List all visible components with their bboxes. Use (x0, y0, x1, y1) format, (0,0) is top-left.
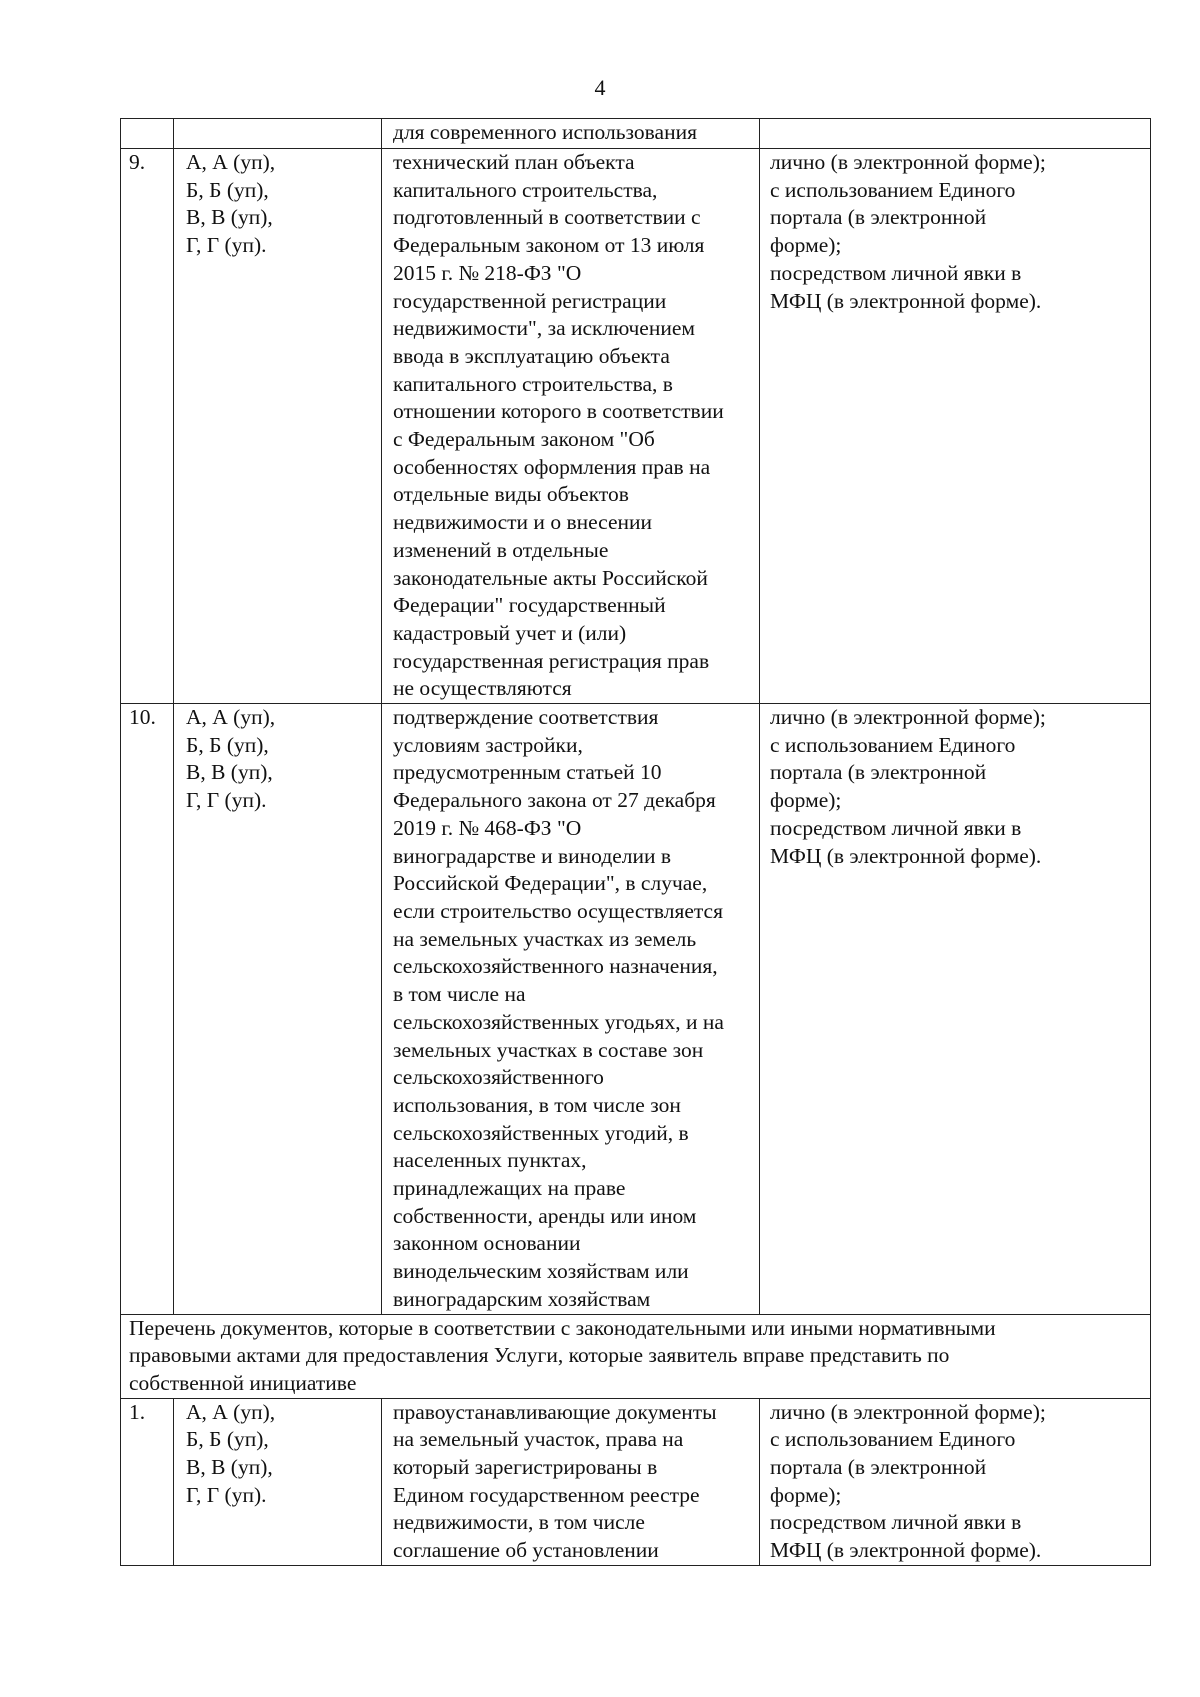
description-cell-line: на земельных участках из земель (393, 926, 697, 951)
table-body (121, 119, 1151, 1566)
description-cell-line: недвижимости", за исключением (393, 316, 695, 341)
description-cell-line: подготовленный в соответствии с (393, 205, 701, 230)
method-cell-line: портала (в электронной (770, 760, 987, 785)
method-cell-line: портала (в электронной (770, 205, 987, 230)
method-cell-line: лично (в электронной форме); (770, 150, 1046, 174)
description-cell-line: на земельный участок, права на (393, 1427, 684, 1452)
description-cell (382, 1398, 760, 1565)
categories-cell (174, 119, 382, 149)
method-cell-line: с использованием Единого (770, 732, 1016, 757)
table-row (121, 149, 1151, 704)
description-cell-line: государственная регистрация прав (393, 648, 710, 673)
categories-cell-line: В, В (уп), (186, 1455, 273, 1480)
section-header-cell-line: правовыми актами для предоставления Услуги, которые заявитель вправе представить по (129, 1343, 950, 1368)
description-cell-line: подтверждение соответствия (393, 705, 659, 730)
method-cell-line: лично (в электронной форме); (770, 705, 1046, 730)
description-cell-line: сельскохозяйственного назначения, (393, 954, 718, 979)
method-cell-line: МФЦ (в электронной форме). (770, 1538, 1042, 1563)
description-cell-line: винодельческим хозяйствам или (393, 1259, 689, 1284)
description-cell-line: собственности, аренды или ином (393, 1203, 697, 1228)
description-cell-line: который зарегистрированы в (393, 1455, 658, 1480)
method-cell (760, 119, 1151, 149)
method-cell-line: МФЦ (в электронной форме). (770, 288, 1042, 313)
method-cell-line: портала (в электронной (770, 1455, 987, 1480)
method-cell-line: форме); (770, 788, 842, 813)
method-cell-line: посредством личной явки в (770, 1510, 1022, 1535)
description-cell-line: сельскохозяйственного (393, 1065, 604, 1090)
number-cell: 10. (121, 704, 174, 1314)
description-cell-line: Федеральным законом от 13 июля (393, 233, 705, 258)
categories-cell (174, 149, 382, 704)
description-cell-line: капитального строительства, (393, 177, 658, 202)
description-cell-line: если строительство осуществляется (393, 898, 723, 923)
categories-cell-line: Г, Г (уп). (186, 788, 267, 813)
description-cell-line: недвижимости и о внесении (393, 510, 653, 535)
section-header-row (121, 1314, 1151, 1398)
description-cell-line: принадлежащих на праве (393, 1176, 626, 1201)
categories-cell-line: А, А (уп), (186, 705, 276, 730)
description-cell-line: в том числе на (393, 982, 526, 1007)
table-row (121, 704, 1151, 1314)
description-cell-line: Федерации" государственный (393, 593, 666, 618)
categories-cell-line: Б, Б (уп), (186, 732, 269, 757)
description-cell-line: правоустанавливающие документы (393, 1399, 717, 1424)
categories-cell-line: Б, Б (уп), (186, 177, 269, 202)
description-cell-line: соглашение об установлении (393, 1538, 659, 1563)
description-cell-line: предусмотренным статьей 10 (393, 760, 662, 785)
categories-cell (174, 704, 382, 1314)
categories-cell (174, 1398, 382, 1565)
description-cell-line: виноградарским хозяйствам (393, 1286, 651, 1311)
description-cell-line: населенных пунктах, (393, 1148, 587, 1173)
categories-cell-line: А, А (уп), (186, 1399, 276, 1424)
description-cell-line: законном основании (393, 1231, 581, 1256)
method-cell-line: форме); (770, 1482, 842, 1507)
section-header-cell-line: собственной инициативе (129, 1370, 357, 1395)
method-cell-line: с использованием Единого (770, 177, 1016, 202)
documents-table (120, 118, 1151, 1566)
section-header-cell-line: Перечень документов, которые в соответствии с законодательными или иными нормативными (129, 1315, 996, 1340)
description-cell-line: сельскохозяйственных угодьях, и на (393, 1009, 724, 1034)
table-row-continuation (121, 119, 1151, 149)
description-cell-line: ввода в эксплуатацию объекта (393, 343, 670, 368)
description-cell-line: 2019 г. № 468-ФЗ "О (393, 815, 582, 840)
description-cell-line: не осуществляются (393, 676, 572, 701)
table-row (121, 1398, 1151, 1565)
description-cell-line: законодательные акты Российской (393, 565, 708, 590)
description-cell-line: Едином государственном реестре (393, 1482, 700, 1507)
description-cell-line: государственной регистрации (393, 288, 667, 313)
description-cell-line: Федерального закона от 27 декабря (393, 788, 716, 813)
description-cell-line: кадастровый учет и (или) (393, 620, 627, 645)
description-cell-line: использования, в том числе зон (393, 1092, 681, 1117)
categories-cell-line: В, В (уп), (186, 205, 273, 230)
page-number: 4 (594, 75, 606, 100)
method-cell (760, 149, 1151, 704)
description-cell-line: капитального строительства, в (393, 371, 673, 396)
description-cell-line: недвижимости, в том числе (393, 1510, 645, 1535)
method-cell-line: форме); (770, 233, 842, 258)
method-cell (760, 1398, 1151, 1565)
number-cell (121, 119, 174, 149)
method-cell-line: посредством личной явки в (770, 260, 1022, 285)
description-cell-line: отдельные виды объектов (393, 482, 629, 507)
method-cell-line: лично (в электронной форме); (770, 1399, 1046, 1424)
categories-cell-line: А, А (уп), (186, 150, 276, 174)
number-cell: 9. (121, 149, 174, 704)
description-cell-line: особенностях оформления прав на (393, 454, 711, 479)
section-header-cell (121, 1314, 1151, 1398)
description-cell (382, 149, 760, 704)
description-cell (382, 704, 760, 1314)
categories-cell-line: Г, Г (уп). (186, 1482, 267, 1507)
categories-cell-line: Г, Г (уп). (186, 233, 267, 258)
categories-cell-line: Б, Б (уп), (186, 1427, 269, 1452)
method-cell-line: посредством личной явки в (770, 815, 1022, 840)
description-cell-line: Российской Федерации", в случае, (393, 871, 708, 896)
categories-cell-line: В, В (уп), (186, 760, 273, 785)
description-cell-line: 2015 г. № 218-ФЗ "О (393, 260, 582, 285)
description-cell-line: технический план объекта (393, 150, 635, 174)
method-cell-line: с использованием Единого (770, 1427, 1016, 1452)
description-cell-line: с Федеральным законом "Об (393, 427, 655, 452)
number-cell: 1. (121, 1398, 174, 1565)
description-cell-line: виноградарстве и виноделии в (393, 843, 672, 868)
method-cell-line: МФЦ (в электронной форме). (770, 843, 1042, 868)
description-cell: для современного использования (382, 119, 760, 149)
description-cell-line: сельскохозяйственных угодий, в (393, 1120, 689, 1145)
description-cell-line: изменений в отдельные (393, 537, 609, 562)
description-cell-line: отношении которого в соответствии (393, 399, 724, 424)
method-cell (760, 704, 1151, 1314)
description-cell-line: условиям застройки, (393, 732, 583, 757)
description-cell-line: земельных участках в составе зон (393, 1037, 704, 1062)
